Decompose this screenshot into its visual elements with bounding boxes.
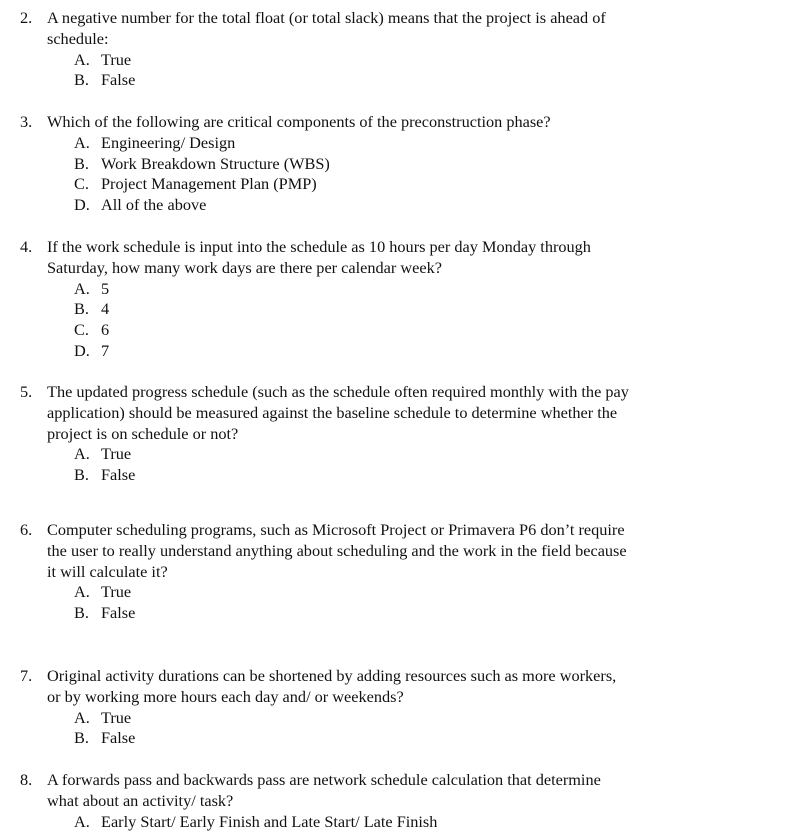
- question-number: 4.: [20, 237, 33, 256]
- question-text: it will calculate it?: [47, 561, 168, 581]
- answer-option-a[interactable]: [0, 50, 801, 71]
- option-text: Work Breakdown Structure (WBS): [101, 153, 330, 173]
- option-letter: A.: [74, 707, 90, 727]
- question-line: [0, 520, 801, 541]
- question-line: [0, 562, 801, 583]
- question-line: [0, 666, 801, 687]
- answer-option-a[interactable]: [0, 279, 801, 300]
- question-7: [0, 666, 801, 749]
- question-number: 7.: [20, 666, 33, 685]
- question-number: 5.: [20, 382, 33, 401]
- option-text: 6: [101, 320, 110, 340]
- question-line: [0, 770, 801, 791]
- question-line: [0, 237, 801, 258]
- question-number: 2.: [20, 8, 33, 27]
- question-text: Saturday, how many work days are there per calendar week?: [47, 257, 442, 277]
- option-text: Project Management Plan (PMP): [101, 174, 317, 194]
- question-line: [0, 424, 801, 445]
- question-text: Computer scheduling programs, such as Microsoft Project or Primavera P6 don’t require: [47, 520, 625, 539]
- option-letter: A.: [74, 49, 90, 69]
- question-text: If the work schedule is input into the schedule as 10 hours per day Monday through: [47, 237, 591, 256]
- question-text: schedule:: [47, 28, 109, 48]
- question-3: [0, 112, 801, 216]
- question-4: [0, 237, 801, 362]
- answer-option-d[interactable]: [0, 341, 801, 362]
- question-line: [0, 258, 801, 279]
- question-number: 8.: [20, 770, 33, 789]
- question-line: [0, 8, 801, 29]
- question-text: project is on schedule or not?: [47, 423, 239, 443]
- question-text: application) should be measured against the baseline schedule to determine whether the: [47, 402, 618, 422]
- question-5: [0, 382, 801, 486]
- question-text: A negative number for the total float (or total slack) means that the project is ahead of: [47, 8, 606, 27]
- question-line: [0, 382, 801, 403]
- option-letter: D.: [74, 340, 90, 360]
- option-letter: D.: [74, 195, 90, 215]
- option-letter: C.: [74, 320, 89, 340]
- question-6: [0, 520, 801, 624]
- question-text: what about an activity/ task?: [47, 790, 234, 810]
- question-line: [0, 112, 801, 133]
- answer-option-b[interactable]: [0, 465, 801, 486]
- option-letter: A.: [74, 444, 90, 464]
- question-text: the user to really understand anything about scheduling and the work in the field because: [47, 540, 627, 560]
- option-text: All of the above: [101, 195, 207, 215]
- question-text: The updated progress schedule (such as the schedule often required monthly with the pay: [47, 382, 629, 401]
- option-letter: B.: [74, 299, 89, 319]
- answer-option-b[interactable]: [0, 603, 801, 624]
- option-letter: A.: [74, 132, 90, 152]
- answer-option-b[interactable]: [0, 299, 801, 320]
- option-text: True: [101, 444, 132, 464]
- option-text: False: [101, 603, 136, 623]
- question-line: [0, 687, 801, 708]
- option-letter: B.: [74, 465, 89, 485]
- question-number: 6.: [20, 520, 33, 539]
- question-text: or by working more hours each day and/ or weekends?: [47, 686, 404, 706]
- option-letter: A.: [74, 278, 90, 298]
- option-text: 4: [101, 299, 110, 319]
- question-text: A forwards pass and backwards pass are network schedule calculation that determine: [47, 770, 601, 789]
- option-text: True: [101, 582, 132, 602]
- answer-option-a[interactable]: [0, 133, 801, 154]
- option-letter: B.: [74, 603, 89, 623]
- question-line: [0, 403, 801, 424]
- answer-option-c[interactable]: [0, 320, 801, 341]
- answer-option-a[interactable]: [0, 708, 801, 729]
- question-line: [0, 29, 801, 50]
- answer-option-a[interactable]: [0, 582, 801, 603]
- question-text: Which of the following are critical components of the preconstruction phase?: [47, 112, 551, 131]
- answer-option-a[interactable]: [0, 812, 801, 832]
- answer-option-b[interactable]: [0, 70, 801, 91]
- option-text: Early Start/ Early Finish and Late Start/ Late Finish: [101, 811, 438, 831]
- option-text: 7: [101, 340, 110, 360]
- option-text: 5: [101, 278, 110, 298]
- option-text: Engineering/ Design: [101, 132, 236, 152]
- option-text: False: [101, 728, 136, 748]
- question-line: [0, 541, 801, 562]
- option-letter: B.: [74, 70, 89, 90]
- question-text: Original activity durations can be shortened by adding resources such as more workers,: [47, 666, 617, 685]
- answer-option-d[interactable]: [0, 195, 801, 216]
- option-letter: B.: [74, 153, 89, 173]
- option-letter: A.: [74, 582, 90, 602]
- answer-option-a[interactable]: [0, 444, 801, 465]
- option-text: True: [101, 49, 132, 69]
- answer-option-b[interactable]: [0, 728, 801, 749]
- question-8: [0, 770, 801, 832]
- option-text: True: [101, 707, 132, 727]
- question-number: 3.: [20, 112, 33, 131]
- option-text: False: [101, 70, 136, 90]
- answer-option-c[interactable]: [0, 174, 801, 195]
- option-text: False: [101, 465, 136, 485]
- option-letter: B.: [74, 728, 89, 748]
- option-letter: A.: [74, 811, 90, 831]
- question-2: [0, 8, 801, 91]
- answer-option-b[interactable]: [0, 154, 801, 175]
- question-line: [0, 791, 801, 812]
- option-letter: C.: [74, 174, 89, 194]
